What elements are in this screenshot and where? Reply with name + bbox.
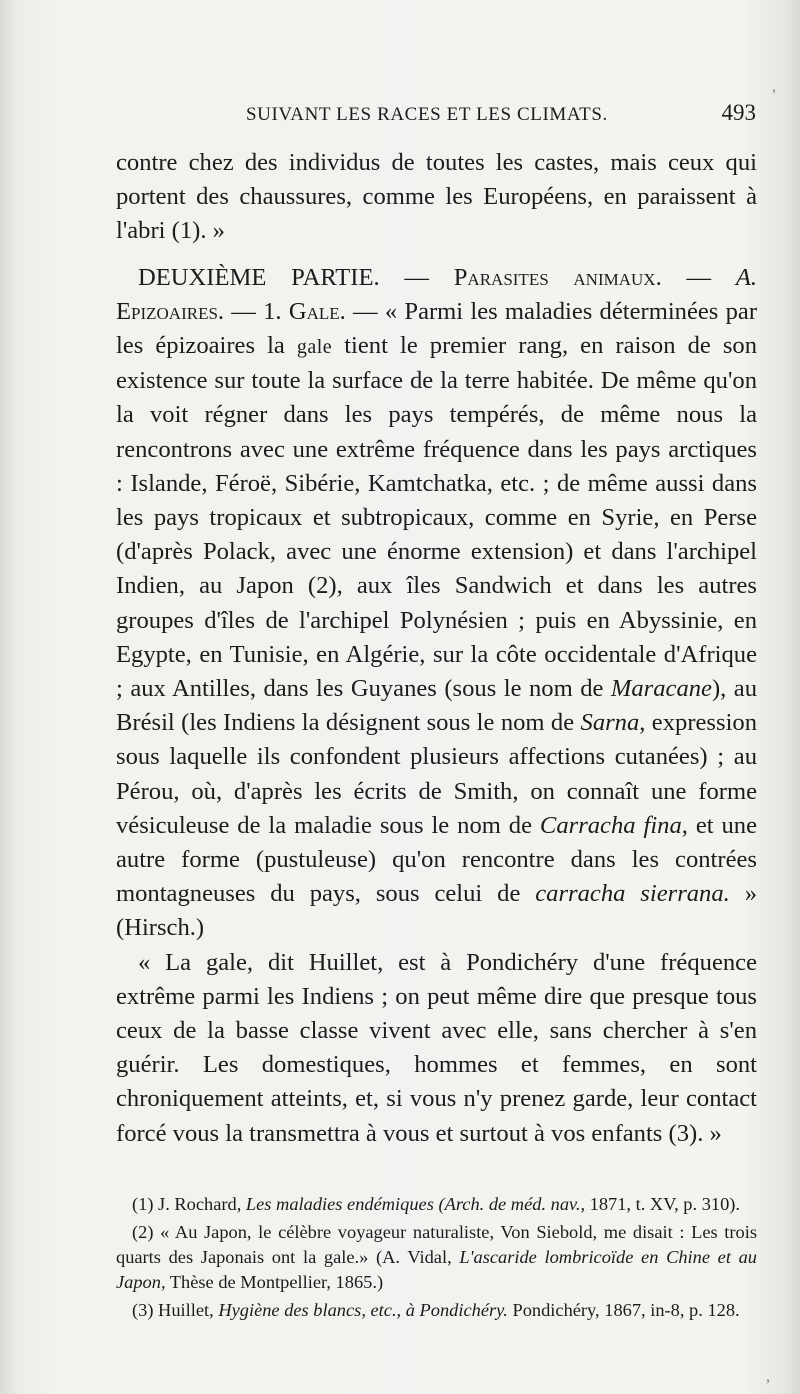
- page-number: 493: [721, 100, 756, 125]
- running-head: SUIVANT LES RACES ET LES CLIMATS.: [246, 104, 608, 125]
- section-heading: DEUXIÈME PARTIE. —: [138, 263, 454, 291]
- footnote-2: (2) « Au Japon, le célèbre voyageur naturaliste, Von Siebold, me disait : Les trois quarts des Japonais ont la gale.» (A. Vidal, L'ascaride lombricoïde en Chine et au Japon, Thèse de Montpellier, 1865.): [116, 1222, 757, 1292]
- term-maracane: Maracane: [610, 675, 712, 703]
- footnote-1: (1) J. Rochard, Les maladies endémiques (Arch. de méd. nav., 1871, t. XV, p. 310).: [132, 1194, 740, 1214]
- footnote-3: (3) Huillet, Hygiène des blancs, etc., à Pondichéry. Pondichéry, 1867, in-8, p. 128.: [132, 1300, 740, 1320]
- paragraph-continuation: contre chez des individus de toutes les castes, mais ceux qui portent des chaussures, comme les Européens, en paraissent à l'abri (1). »: [116, 149, 757, 245]
- term-gale: gale: [296, 336, 333, 359]
- heading-parasites-animaux: Parasites animaux.: [453, 263, 662, 291]
- body-text: [116, 146, 757, 1151]
- term-carracha-fina: Carracha fina: [539, 811, 682, 839]
- heading-letter-a: A.: [735, 263, 757, 291]
- heading-epizoaires: Epizoaires.: [116, 297, 225, 325]
- footnotes: [116, 1192, 757, 1326]
- heading-gale: Gale.: [288, 297, 346, 325]
- term-sarna: Sarna: [580, 709, 640, 737]
- margin-speck: ,: [766, 1368, 770, 1385]
- margin-speck: ,: [772, 78, 776, 95]
- paragraph-huillet-quote: « La gale, dit Huillet, est à Pondichéry d'une fréquence extrême parmi les Indiens ; on peut même dire que presque tous ceux de la basse classe vivent avec elle, sans chercher à s'en guérir. Les domestiques, hommes et femmes, en sont chroniquement atteints, et, si vous n'y prenez garde, leur contact forcé vous la transmettra à vous et surtout à vos enfants (3). »: [116, 948, 757, 1147]
- page-header: [246, 100, 756, 134]
- term-carracha-sierrana: carracha sierrana.: [535, 880, 730, 908]
- paragraph-deuxieme-partie: DEUXIÈME PARTIE. — Parasites animaux. — A. Epizoaires. — 1. Gale. — « Parmi les maladies déterminées par les épizoaires la gale tient le premier rang, en raison de son existence sur toute la surface de la terre habitée. De même qu'on la voit régner dans les pays tempérés, de même nous la rencontrons avec une extrême fréquence dans les pays arctiques : Islande, Féroë, Sibérie, Kamtchatka, etc. ; de même aussi dans les pays tropicaux et subtropicaux, comme en Syrie, en Perse (d'après Polack, avec une énorme extension) et dans l'archipel Indien, au Japon (2), aux îles Sandwich et dans les autres groupes d'îles de l'archipel Polynésien ; puis en Abyssinie, en Egypte, en Tunisie, en Algérie, sur la côte occidentale d'Afrique ; aux Antilles, dans les Guyanes (sous le nom de Maracane), au Brésil (les Indiens la désignent sous le nom de Sarna, expression sous laquelle ils confondent plusieurs affections cutanées) ; au Pérou, où, d'après les écrits de Smith, on connaît une forme vésiculeuse de la maladie sous le nom de Carracha fina, et une autre forme (pustuleuse) qu'on rencontre dans les contrées montagneuses du pays, sous celui de carracha sierrana. » (Hirsch.): [116, 263, 758, 942]
